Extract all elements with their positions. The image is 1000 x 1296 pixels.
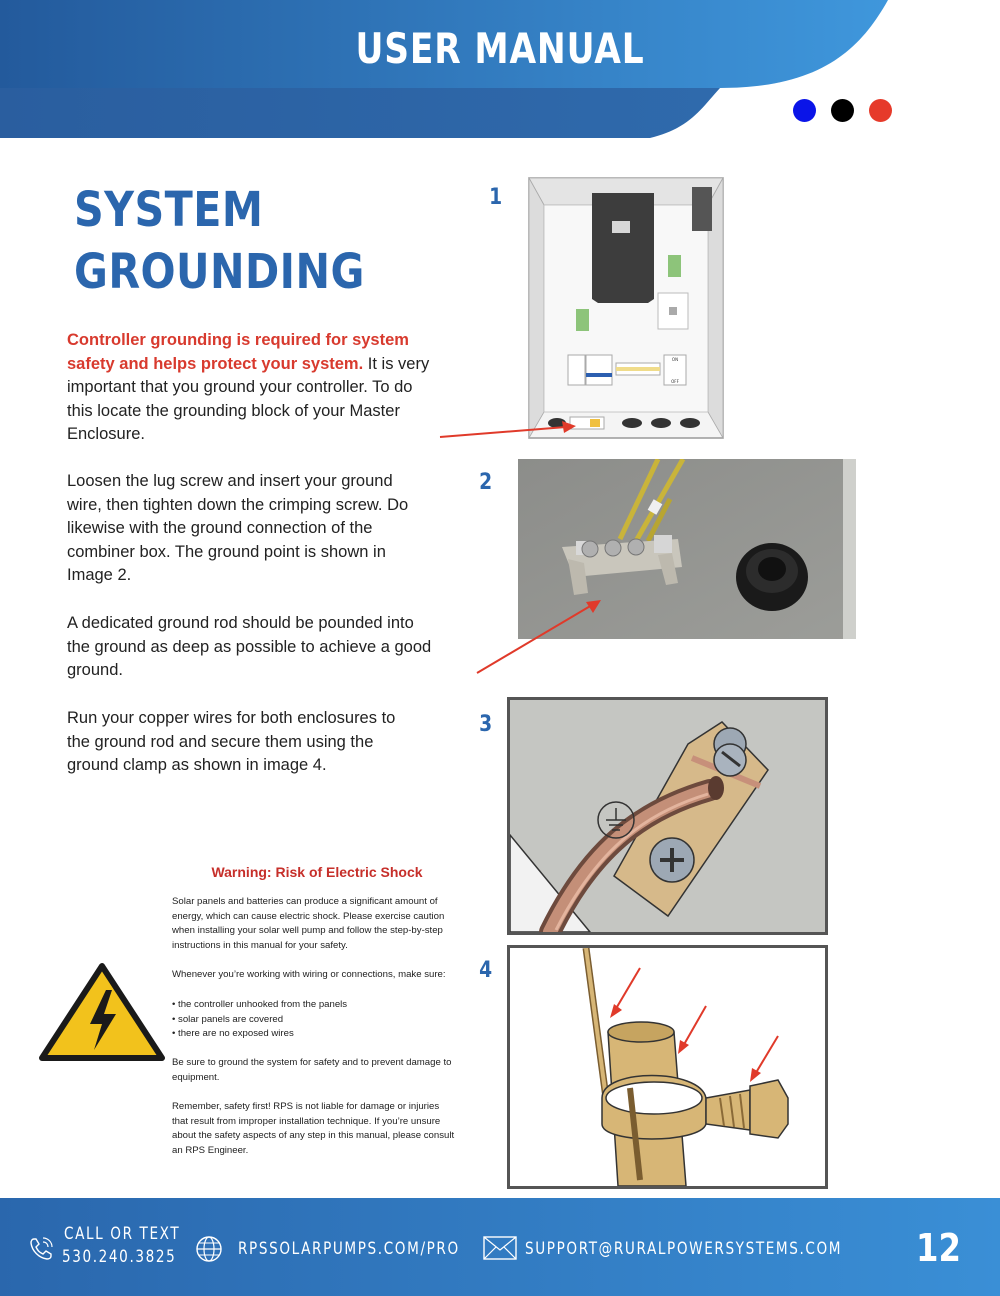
warning-paragraph-4: Remember, safety first! RPS is not liable for damage or injuries that result from improper installation technique. If you’re unsure about the safety aspects of any step in this manual, please consult an RPS Engineer. <box>172 1101 455 1156</box>
ground-rod-clamp-illustration-frame <box>507 945 828 1189</box>
page-number: 12 <box>915 1226 961 1270</box>
paragraph-2: Loosen the lug screw and insert your ground wire, then tighten down the crimping screw. Do likewise with the ground connection of the combiner box. The ground point is shown in Image 2. <box>67 472 409 584</box>
phone-number[interactable]: 530.240.3825 <box>62 1247 177 1267</box>
warning-bullet-3: • there are no exposed wires <box>172 1028 294 1039</box>
master-enclosure-diagram <box>528 177 724 439</box>
breaker-on-label: ON <box>671 357 679 362</box>
warning-paragraph-1: Solar panels and batteries can produce a significant amount of energy, which can cause electric shock. Please exercise caution when installing your solar well pump and follow the step-by-step instructions in this manual for your safety. <box>172 896 445 951</box>
red-arrow-1 <box>438 418 578 442</box>
warning-paragraph-3: Be sure to ground the system for safety and to prevent damage to equipment. <box>172 1057 452 1083</box>
call-label: CALL OR TEXT <box>64 1224 181 1244</box>
image-number-1: 1 <box>489 185 503 210</box>
image-number-4: 4 <box>479 958 493 983</box>
email-icon <box>483 1236 517 1260</box>
paragraph-1-highlight: Controller grounding is required for system safety and helps protect your system. <box>67 331 409 373</box>
website-link[interactable]: RPSSOLARPUMPS.COM/PRO <box>238 1239 460 1259</box>
warning-title: Warning: Risk of Electric Shock <box>211 864 423 880</box>
ground-rod-clamp-illustration <box>510 948 825 1186</box>
warning-bullet-2: • solar panels are covered <box>172 1014 284 1025</box>
paragraph-1 <box>67 329 442 447</box>
electric-shock-warning-icon <box>38 962 166 1062</box>
paragraph-1-text: It is very important that you ground your controller. To do this locate the grounding block of your Master Enclosure. <box>67 354 430 443</box>
ground-screw-illustration <box>510 700 825 932</box>
header-title: USER MANUAL <box>355 24 645 73</box>
breaker-off-label: OFF <box>671 379 679 384</box>
ground-screw-illustration-frame <box>507 697 828 935</box>
image-number-3: 3 <box>479 712 493 737</box>
phone-icon <box>28 1236 54 1262</box>
warning-bullet-1: • the controller unhooked from the panels <box>172 999 348 1010</box>
blue-dot <box>793 99 816 122</box>
paragraph-3: A dedicated ground rod should be pounded into the ground as deep as possible to achieve a good ground. <box>67 614 432 679</box>
image-number-2: 2 <box>479 470 493 495</box>
warning-paragraph-2: Whenever you’re working with wiring or connections, make sure: <box>172 969 446 980</box>
red-arrow-2 <box>474 595 604 677</box>
paragraph-4: Run your copper wires for both enclosures to the ground rod and secure them using the ground clamp as shown in image 4. <box>67 709 396 774</box>
page-title-line1: SYSTEM <box>74 182 264 238</box>
red-dot <box>869 99 892 122</box>
black-dot <box>831 99 854 122</box>
globe-icon <box>195 1235 223 1263</box>
page-title-line2: GROUNDING <box>74 244 365 300</box>
email-link[interactable]: SUPPORT@RURALPOWERSYSTEMS.COM <box>525 1239 843 1259</box>
